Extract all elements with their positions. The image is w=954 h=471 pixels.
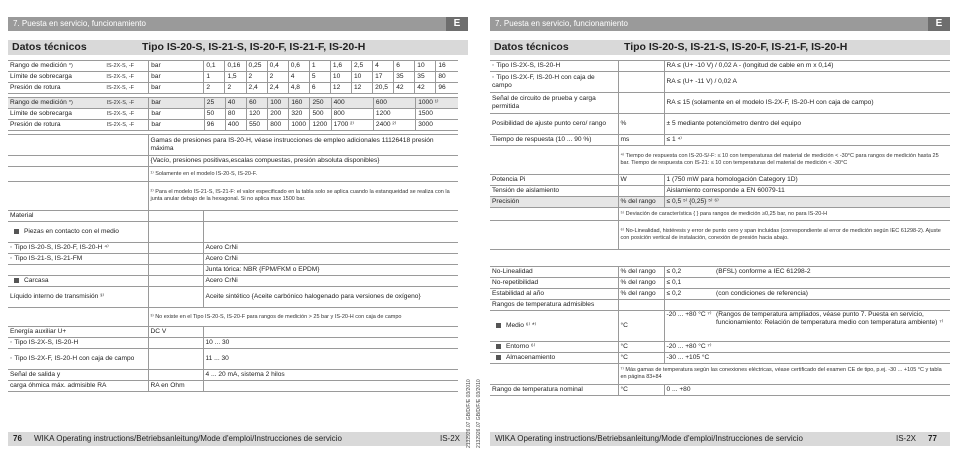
potencia-value: 1 (750 mW para homologación Category 1D) [664, 175, 950, 186]
range-cell: 1500 [416, 109, 458, 120]
energia-1-value: 10 ... 30 [203, 338, 458, 349]
section-bar [8, 17, 468, 31]
range-cell: 5 [309, 72, 330, 83]
range-cell: 1200 [310, 120, 331, 131]
material-table: Gamas de presiones para IS-20-H, véase instrucciones de empleo adicionales 11126418 presión máxima {Vacío, presiones positivas,escalas compuestas, presión absoluta disponibles} ¹⁾ Solamente en el modelo IS-20-S, IS-20-F. ²⁾ Para el modelo IS-21-S, IS-21-F: el valor especificado en la tabla solo se aplica cuando la estanqueidad se realiza con la junta anular debajo de la hexagonal. Si no aplica max 1500 bar. Material Piezas en contacto con el medio ◦ Tipo IS-20-S, IS-20-F, IS-20-H ⁴⁾ Acero CrNi ◦ Tipo IS-21-S, IS-21-FM Acero CrNi Junta tórica: NBR {FPM/FKM o EPDM} Carcasa Acero CrNi Líquido interno de transmisión ³⁾ Aceite sintético {Aceite carbónico halogenado para versiones de oxígeno} ³⁾ No existe en el Tipo IS-20-S, IS-20-F para rangos de medición > 25 bar y IS-20-H con caja de campo Energía auxiliar U+ DC V ◦ Tipo IS-2X-S, IS-20-H 10 ... 30 ◦ Tipo IS-2X-F, IS-20-H con caja de campo 11 ... 30 Señal de salida y 4 ... 20 mA, sistema 2 hilos carga óhmica máx. admisible RA RA en Ohm [8, 134, 458, 392]
page-number-right: 77 [928, 434, 937, 443]
range-cell: 50 [204, 109, 225, 120]
range-row-unit: bar [149, 98, 204, 109]
spec-title: Datos técnicos [494, 41, 569, 53]
range-cell: 42 [415, 83, 436, 94]
range-row-label-text: Presión de rotura [10, 121, 61, 129]
range-cell: 4 [373, 61, 394, 72]
range-table-2-body [8, 98, 458, 131]
estab-label: Estabilidad al año [490, 289, 618, 300]
energia-1-label: Tipo IS-2X-S, IS-20-H [14, 339, 79, 347]
range-cell: 17 [373, 72, 394, 83]
range-cell: 320 [289, 109, 310, 120]
tension-value: Aislamiento corresponde a EN 60079-11 [664, 186, 950, 197]
tiempo-label: Tiempo de respuesta (10 ... 90 %) [490, 135, 618, 146]
range-row-label-text: Rango de medición [10, 99, 67, 107]
range-row [8, 120, 458, 131]
range-cell: 16 [436, 61, 458, 72]
range-cell: 3000 [416, 120, 458, 131]
range-cell: 12 [352, 83, 373, 94]
precision-label: Precisión [490, 197, 618, 208]
senal-label: Señal de salida y [8, 370, 148, 381]
electrical-table: ◦ Tipo IS-2X-S, IS-20-H RA ≤ (U+ -10 V) / 0,02 A - (longitud de cable en m x 0,14) ◦ Tipo IS-2X-F, IS-20-H con caja de campo RA ≤ (U+ -11 V) / 0,02 A Señal de circuito de prueba y carga permitida RA ≤ 15 (solamente en el modelo IS-2X-F, IS-20-H con caja de campo) Posibilidad de ajuste punto cero/ rango % ± 5 mediante potenciómetro dentro del equipo Tiempo de respuesta (10 ... 90 %) ms ≤ 1 ⁴⁾ ⁴⁾ Tiempo de respuesta con IS-20-S/-F: ≤ 10 con temperaturas del material de medición < -30°C para rangos de medición hasta 25 bar. Tiempo de respuesta con IS-21: ≤ 10 con temperaturas del material de medición < -30°C Potencia Pi W 1 (750 mW para homologación Category 1D) Tensión de aislamiento Aislamiento corresponde a EN 60079-11 Precisión % del rango ≤ 0,5 ⁵⁾ {0,25} ⁵⁾ ⁶⁾ ⁵⁾ Deviación de característica { } para rangos de medición ≥0,25 bar, no para IS-20-H ⁶⁾ No-Linealidad, histéresis y error de punto cero y span incluidas (correspondiente al error de medición según IEC 61298-2). Ajuste con posición vertical de instalación, conexión de presión hacia abajo. [490, 60, 950, 250]
potencia-label: Potencia Pi [490, 175, 618, 186]
range-cell: 10 [415, 61, 436, 72]
tipo2-value: Acero CrNi [203, 254, 458, 265]
section-bar [490, 17, 950, 31]
range-cell: 60 [247, 98, 268, 109]
range-cell: 4,8 [288, 83, 309, 94]
nominal-value: 0 ... +80 [664, 385, 714, 396]
range-cell: 2 [204, 83, 225, 94]
spec-type: Tipo IS-20-S, IS-21-S, IS-20-F, IS-21-F, IS-20-H [142, 41, 366, 53]
range-table-2 [8, 97, 458, 131]
range-cell: 0,25 [246, 61, 267, 72]
footer-text-left: WIKA Operating instructions/Betriebsanleitung/Mode d'emploi/Instrucciones de servicio [34, 434, 342, 443]
range-cell: 550 [247, 120, 268, 131]
range-cell: 25 [204, 98, 225, 109]
range-cell: 0,16 [225, 61, 246, 72]
note-3: ³⁾ No existe en el Tipo IS-20-S, IS-20-F para rangos de medición > 25 bar y IS-20-H con caja de campo [148, 308, 458, 327]
range-row-label-text: Límite de sobrecarga [10, 110, 72, 118]
range-cell: 20,5 [373, 83, 394, 94]
ajuste-value: ± 5 mediante potenciómetro dentro del equipo [664, 114, 950, 135]
precision-unit: % del rango [618, 197, 664, 208]
tipo1-value: Acero CrNi [203, 243, 458, 254]
tiempo-value: ≤ 1 ⁴⁾ [664, 135, 950, 146]
range-cell: 800 [331, 109, 373, 120]
piezas-label: Piezas en contacto con el medio [24, 228, 119, 236]
almac-label: Almacenamiento [506, 354, 556, 362]
tipo2-label: Tipo IS-21-S, IS-21-FM [14, 255, 83, 263]
precision-value: ≤ 0,5 ⁵⁾ {0,25} ⁵⁾ ⁶⁾ [664, 197, 950, 208]
range-cell: 6 [394, 61, 415, 72]
range-cell: 10 [352, 72, 373, 83]
range-cell: 1200 [373, 109, 415, 120]
section-title: 7. Puesta en servicio, funcionamiento [495, 19, 628, 28]
range-row-model: IS-2X-S, -F [104, 61, 148, 72]
note-7: ⁷⁾ Más gamas de temperatura según las conexiones eléctricas, véase certificado del examen CE de tipo, p.ej. -30 ... +105 °C y tabla en página 83+84 [618, 364, 950, 385]
side-code-left: 2132926.07 GB/D/F/E 03/2010 [466, 379, 472, 448]
stability-table [490, 266, 950, 396]
senal-value: RA ≤ 15 (solamente en el modelo IS-2X-F, IS-20-H con caja de campo) [664, 93, 950, 114]
note-5: ⁵⁾ Deviación de característica { } para rangos de medición ≥0,25 bar, no para IS-20-H [618, 208, 950, 221]
range-cell: 6 [309, 83, 330, 94]
range-row-model: IS-2X-S, -F [105, 109, 149, 120]
range-row-unit: bar [149, 61, 204, 72]
energia-2-value: 11 ... 30 [203, 349, 458, 370]
nolin-unit: % del rango [618, 267, 664, 278]
range-cell: 10 [330, 72, 351, 83]
range-row-label-text: Rango de medición [10, 62, 67, 70]
range-row-unit: bar [149, 83, 204, 94]
range-row-label [8, 83, 104, 94]
entorno-label: Entorno ⁶⁾ [506, 343, 536, 351]
range-cell: 400 [225, 120, 246, 131]
range-cell: 42 [394, 83, 415, 94]
range-row-footnote: *) [68, 63, 73, 70]
range-cell: 250 [310, 98, 331, 109]
range-cell: 2,4 [267, 83, 288, 94]
energia-unit: DC V [148, 327, 203, 338]
range-table-1 [8, 60, 458, 94]
range-cell: 2400 ²⁾ [373, 120, 415, 131]
range-cell: 1700 ²⁾ [331, 120, 373, 131]
nominal-unit: °C [618, 385, 664, 396]
range-cell: 2,5 [352, 61, 373, 72]
ajuste-label: Posibilidad de ajuste punto cero/ rango [490, 114, 618, 135]
rangos-label: Rangos de temperatura admisibles [490, 300, 618, 311]
range-row [8, 61, 458, 72]
range-row-label [8, 98, 105, 109]
range-cell: 120 [247, 109, 268, 120]
range-cell: 35 [415, 72, 436, 83]
range-row-footnote: *) [68, 100, 73, 107]
range-cell: 80 [225, 109, 246, 120]
note-4: ⁴⁾ Tiempo de respuesta con IS-20-S/-F: ≤ 10 con temperaturas del material de medición < -30°C para rangos de medición hasta 25 bar. Tiempo de respuesta con IS-21: ≤ 10 con temperaturas del material de medición < -30°C [618, 146, 950, 175]
senal-value: 4 ... 20 mA, sistema 2 hilos [203, 370, 458, 381]
carcasa-label: Carcasa [24, 277, 49, 285]
range-row-label-text: Límite de sobrecarga [10, 73, 72, 81]
range-cell: 400 [331, 98, 373, 109]
ajuste-unit: % [618, 114, 664, 135]
range-cell: 600 [373, 98, 415, 109]
range-table-1-body [8, 61, 458, 94]
page-number-left: 76 [13, 434, 22, 443]
bullet-icon [496, 344, 501, 349]
range-row-label [8, 109, 105, 120]
range-row-label [8, 120, 105, 131]
norep-label: No-repetibilidad [490, 278, 618, 289]
range-cell: 2 [246, 72, 267, 83]
norep-unit: % del rango [618, 278, 664, 289]
senal-label: Señal de circuito de prueba y carga permitida [490, 93, 618, 114]
range-cell: 1000 [289, 120, 310, 131]
medio-extra: (Rangos de temperatura ampliados, véase punto 7. Puesta en servicio, funcionamiento: Relación de temperatura medio con temperatura ambiente) ⁷⁾ [714, 311, 950, 342]
liquido-label: Líquido interno de transmisión ³⁾ [8, 287, 148, 308]
tipo1-label: Tipo IS-20-S, IS-20-F, IS-20-H ⁴⁾ [14, 244, 109, 252]
range-row [8, 83, 458, 94]
range-row-model: IS-2X-S, -F [105, 98, 149, 109]
energia-2-label: Tipo IS-2X-F, IS-20-H con caja de campo [14, 355, 135, 363]
range-row-model: IS-2X-S, -F [104, 72, 148, 83]
nolin-value: ≤ 0,2 [664, 267, 714, 278]
note-vacio: {Vacío, presiones positivas,escalas compuestas, presión absoluta disponibles} [148, 156, 458, 167]
range-row-model: IS-2X-S, -F [105, 120, 149, 131]
range-cell: 800 [268, 120, 289, 131]
tiempo-unit: ms [618, 135, 664, 146]
footer-left [8, 432, 468, 446]
spec-title: Datos técnicos [12, 41, 87, 53]
norep-value: ≤ 0,1 [664, 278, 714, 289]
range-row [8, 72, 458, 83]
range-cell: 4 [288, 72, 309, 83]
section-title: 7. Puesta en servicio, funcionamiento [13, 19, 146, 28]
range-row-label [8, 61, 104, 72]
range-row-label [8, 72, 104, 83]
range-cell: 0,1 [204, 61, 225, 72]
range-cell: 0,4 [267, 61, 288, 72]
footer-model-left: IS-2X [440, 434, 461, 443]
potencia-unit: W [618, 175, 664, 186]
range-cell: 200 [268, 109, 289, 120]
range-cell: 12 [330, 83, 351, 94]
material-label: Material [8, 211, 148, 222]
carga-unit: RA en Ohm [148, 381, 203, 392]
bullet-icon [14, 229, 19, 234]
footer-text-right: WIKA Operating instructions/Betriebsanleitung/Mode d'emploi/Instrucciones de servicio [495, 434, 803, 443]
entorno-unit: °C [618, 342, 664, 353]
range-row-unit: bar [149, 109, 204, 120]
liquido-value: Aceite sintético {Aceite carbónico halogenado para versiones de oxígeno} [203, 287, 458, 308]
medio-unit: °C [618, 311, 664, 342]
range-cell: 2 [267, 72, 288, 83]
bullet-icon [496, 323, 501, 328]
range-cell: 1,5 [225, 72, 246, 83]
range-cell: 160 [289, 98, 310, 109]
note-gamas: Gamas de presiones para IS-20-H, véase instrucciones de empleo adicionales 11126418 presión máxima [148, 135, 458, 156]
range-row [8, 98, 458, 109]
range-row-unit: bar [149, 120, 204, 131]
range-cell: 35 [394, 72, 415, 83]
range-cell: 80 [436, 72, 458, 83]
estab-value: ≤ 0,2 [664, 289, 714, 300]
nolin-label: No-Linealidad [490, 267, 618, 278]
r2-value: RA ≤ (U+ -11 V) / 0,02 A [664, 72, 950, 93]
range-cell: 500 [310, 109, 331, 120]
footer-right [490, 432, 950, 446]
footer-model-right: IS-2X [896, 434, 917, 443]
r1-value: RA ≤ (U+ -10 V) / 0,02 A - (longitud de cable en m x 0,14) [664, 61, 950, 72]
spec-title-bar [490, 40, 950, 55]
range-cell: 2 [225, 83, 246, 94]
bullet-icon [14, 278, 19, 283]
estab-unit: % del rango [618, 289, 664, 300]
language-badge: E [928, 17, 950, 31]
note-1: ¹⁾ Solamente en el modelo IS-20-S, IS-20-F. [148, 167, 458, 182]
range-cell: 1000 ¹⁾ [416, 98, 458, 109]
almac-value: -30 ... +105 °C [664, 353, 714, 364]
range-cell: 2,4 [246, 83, 267, 94]
nominal-label: Rango de temperatura nominal [490, 385, 618, 396]
medio-label: Medio ⁶⁾ *⁾ [506, 322, 537, 330]
junta-value: Junta tórica: NBR {FPM/FKM o EPDM} [203, 265, 458, 276]
nolin-extra: (BFSL) conforme a IEC 61298-2 [714, 267, 950, 278]
range-cell: 40 [225, 98, 246, 109]
range-cell: 0,6 [288, 61, 309, 72]
medio-value: -20 ... +80 °C ⁷⁾ [664, 311, 714, 342]
note-2: ²⁾ Para el modelo IS-21-S, IS-21-F: el valor especificado en la tabla solo se aplica cuando la estanqueidad se realiza con la junta anular debajo de la hexagonal. Si no aplica max 1500 bar. [148, 182, 458, 211]
tension-label: Tensión de aislamiento [490, 186, 618, 197]
range-row-unit: bar [149, 72, 204, 83]
range-cell: 96 [436, 83, 458, 94]
right-page [490, 0, 950, 471]
entorno-value: -20 ... +80 °C ⁷⁾ [664, 342, 714, 353]
range-cell: 96 [204, 120, 225, 131]
r2-label: Tipo IS-2X-F, IS-20-H con caja de campo [492, 74, 595, 89]
almac-unit: °C [618, 353, 664, 364]
range-row-model: IS-2X-S, -F [104, 83, 148, 94]
bullet-icon [496, 355, 501, 360]
language-badge: E [446, 17, 468, 31]
carcasa-value: Acero CrNi [203, 276, 458, 287]
range-row [8, 109, 458, 120]
range-cell: 1,6 [330, 61, 351, 72]
energia-label: Energía auxiliar U+ [8, 327, 148, 338]
carga-label: carga óhmica máx. admisible RA [8, 381, 148, 392]
left-page [8, 0, 468, 471]
range-cell: 100 [268, 98, 289, 109]
range-cell: 1 [309, 61, 330, 72]
spec-type: Tipo IS-20-S, IS-21-S, IS-20-F, IS-21-F, IS-20-H [624, 41, 848, 53]
estab-extra: (con condiciones de referencia) [714, 289, 950, 300]
spec-title-bar [8, 40, 468, 55]
r1-label: Tipo IS-2X-S, IS-20-H [496, 62, 561, 70]
note-6: ⁶⁾ No-Linealidad, histéresis y error de punto cero y span incluidas (correspondiente al error de medición según IEC 61298-2). Ajuste con posición vertical de instalación, conexión de presión hacia abajo. [618, 221, 950, 250]
range-row-label-text: Presión de rotura [10, 84, 61, 92]
range-cell: 1 [204, 72, 225, 83]
side-code-right: 2132926.07 GB/D/F/E 03/2010 [476, 379, 482, 448]
